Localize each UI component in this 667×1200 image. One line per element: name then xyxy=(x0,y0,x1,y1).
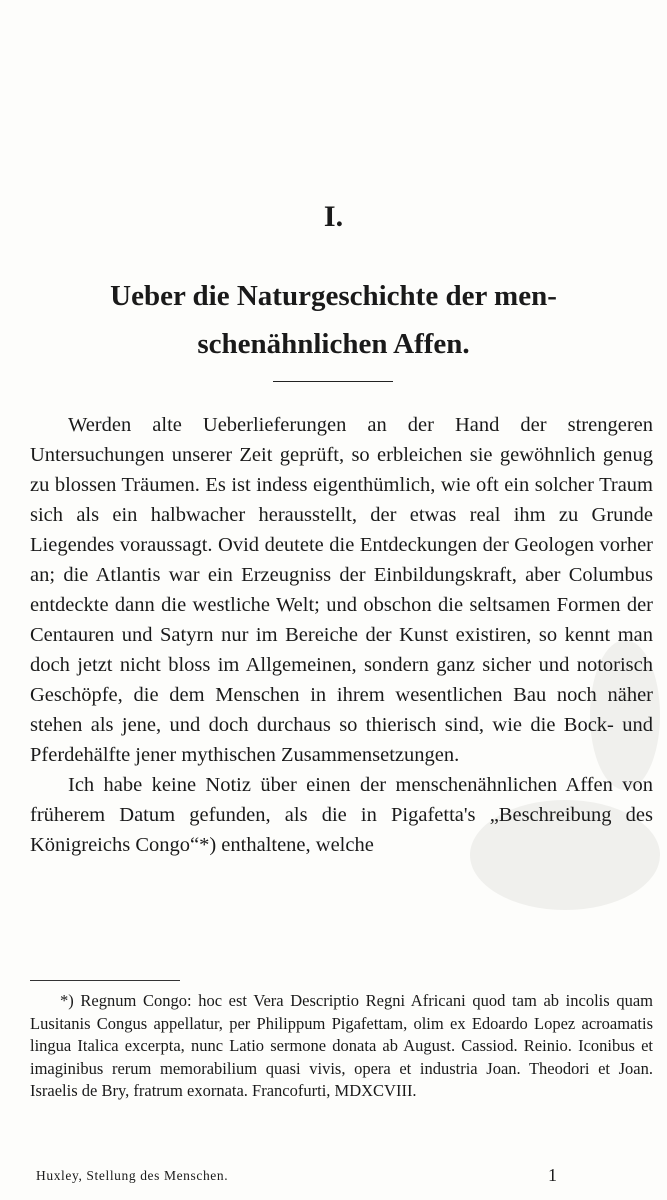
body-text xyxy=(30,410,653,860)
chapter-title-line: schenähnlichen Affen. xyxy=(197,328,470,360)
page-number: 1 xyxy=(548,1165,557,1185)
chapter-title xyxy=(20,272,647,368)
paragraph: Ich habe keine Notiz über einen der menschenähnlichen Affen von früherem Datum gefunden, als die in Pigafetta's „Beschreibung des Königreichs Congo“*) enthaltene, welche xyxy=(30,774,653,856)
title-divider xyxy=(273,381,393,382)
chapter-title-line: Ueber die Naturgeschichte der men- xyxy=(110,280,557,312)
chapter-number: I. xyxy=(323,200,344,233)
footnote-divider xyxy=(30,980,180,981)
running-footer: Huxley, Stellung des Menschen. xyxy=(36,1168,229,1183)
paragraph: Werden alte Ueberlieferungen an der Hand der strengeren Untersuchungen unserer Zeit geprüft, so erbleichen sie gewöhnlich genug zu blossen Träumen. Es ist indess eigenthümlich, wie oft ein solcher Traum sich als ein halbwacher herausstellt, der etwas real ihm zu Grunde Liegendes voraussagt. Ovid deutete die Entdeckungen der Geologen vorher an; die Atlantis war ein Erzeugniss der Einbildungskraft, aber Columbus entdeckte dann die westliche Welt; und obschon die seltsamen Formen der Centauren und Satyrn nur im Bereiche der Kunst existiren, so kennt man doch jetzt nicht bloss im Allgemeinen, sondern ganz sicher und notorisch Geschöpfe, die dem Menschen in ihrem wesentlichen Bau noch näher stehen als jene, und doch durchaus so thierisch sind, wie die Bock- und Pferdehälfte jener mythischen Zusammensetzungen. xyxy=(30,414,653,766)
footnote: *) Regnum Congo: hoc est Vera Descriptio Regni Africani quod tam ab incolis quam Lusitanis Congus appellatur, per Philippum Pigafettam, olim ex Edoardo Lopez acroamatis lingua Italica excerpta, nunc Latio sermone donata ab August. Cassiod. Reinio. Iconibus et imaginibus rerum memorabilium quasi vivis, opera et industria Joan. Theodori et Joan. Israelis de Bry, fratrum exornata. Francofurti, MDXCVIII. xyxy=(30,991,653,1100)
